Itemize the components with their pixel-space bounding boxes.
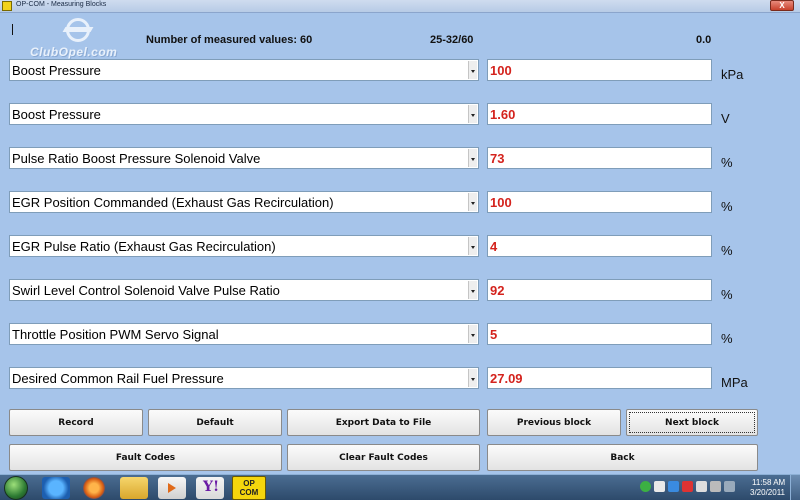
measuring-row	[0, 279, 800, 301]
dropdown-arrow-icon[interactable]	[468, 281, 477, 299]
parameter-select[interactable]	[9, 147, 479, 169]
tray-alert-icon[interactable]	[682, 481, 693, 492]
dropdown-arrow-icon[interactable]	[468, 61, 477, 79]
start-orb-icon[interactable]	[4, 476, 28, 500]
block-range: 25-32/60	[430, 34, 474, 46]
internet-explorer-icon[interactable]	[42, 477, 70, 499]
clock-time[interactable]: 11:58 AM	[752, 478, 786, 487]
parameter-value: 100	[490, 195, 512, 210]
parameter-value-field	[487, 59, 712, 81]
clear-fault-codes-button[interactable]: Clear Fault Codes	[287, 444, 480, 471]
dropdown-arrow-icon[interactable]	[468, 237, 477, 255]
measuring-row	[0, 59, 800, 81]
parameter-unit: %	[721, 331, 733, 346]
parameter-unit: %	[721, 155, 733, 170]
yahoo-messenger-icon[interactable]	[196, 477, 224, 499]
parameter-unit: %	[721, 287, 733, 302]
folder-icon[interactable]	[120, 477, 148, 499]
tray-network-icon[interactable]	[668, 481, 679, 492]
parameter-unit: %	[721, 199, 733, 214]
clubopel-logo	[30, 18, 120, 62]
main-panel	[0, 14, 800, 474]
parameter-value: 4	[490, 239, 498, 254]
parameter-value: 73	[490, 151, 505, 166]
measuring-row	[0, 103, 800, 125]
app-icon	[2, 1, 12, 11]
window-title: OP-COM - Measuring Blocks	[16, 1, 107, 8]
parameter-value-field	[487, 103, 712, 125]
parameter-value: 27.09	[490, 371, 523, 386]
next-block-button[interactable]: Next block	[626, 409, 758, 436]
parameter-name: EGR Pulse Ratio (Exhaust Gas Recirculation)	[12, 239, 276, 254]
dropdown-arrow-icon[interactable]	[468, 325, 477, 343]
measuring-row	[0, 323, 800, 345]
parameter-value-field	[487, 235, 712, 257]
parameter-name: Desired Common Rail Fuel Pressure	[12, 371, 224, 386]
parameter-select[interactable]	[9, 367, 479, 389]
parameter-value-field	[487, 367, 712, 389]
parameter-name: Boost Pressure	[12, 63, 101, 78]
parameter-select[interactable]	[9, 103, 479, 125]
close-button[interactable]: X	[770, 0, 794, 11]
clock-date[interactable]: 3/20/2011	[750, 488, 785, 497]
title-bar	[0, 0, 800, 13]
tray-volume-icon[interactable]	[724, 481, 735, 492]
show-desktop-button[interactable]	[790, 475, 800, 500]
fault-codes-button[interactable]: Fault Codes	[9, 444, 282, 471]
parameter-name: Throttle Position PWM Servo Signal	[12, 327, 219, 342]
measured-values-count: Number of measured values: 60	[146, 34, 313, 46]
parameter-unit: V	[721, 111, 730, 126]
dropdown-arrow-icon[interactable]	[468, 193, 477, 211]
logo-text: ClubOpel.com	[30, 45, 118, 59]
parameter-value-field	[487, 279, 712, 301]
parameter-select[interactable]	[9, 323, 479, 345]
text-cursor	[12, 24, 13, 35]
parameter-select[interactable]	[9, 235, 479, 257]
tray-green-icon[interactable]	[640, 481, 651, 492]
tray-shield-icon[interactable]	[654, 481, 665, 492]
parameter-select[interactable]	[9, 279, 479, 301]
parameter-value: 92	[490, 283, 505, 298]
tray-usb-icon[interactable]	[696, 481, 707, 492]
parameter-name: Swirl Level Control Solenoid Valve Pulse Ratio	[12, 283, 280, 298]
measuring-row	[0, 147, 800, 169]
parameter-unit: %	[721, 243, 733, 258]
previous-block-button[interactable]: Previous block	[487, 409, 621, 436]
tray-battery-icon[interactable]	[710, 481, 721, 492]
opel-bolt-icon	[63, 27, 94, 32]
firefox-icon[interactable]	[83, 477, 105, 499]
parameter-name: EGR Position Commanded (Exhaust Gas Recirculation)	[12, 195, 334, 210]
measuring-row	[0, 191, 800, 213]
measuring-row	[0, 367, 800, 389]
measuring-row	[0, 235, 800, 257]
record-button[interactable]: Record	[9, 409, 143, 436]
media-player-icon[interactable]	[158, 477, 186, 499]
parameter-value: 5	[490, 327, 498, 342]
dropdown-arrow-icon[interactable]	[468, 149, 477, 167]
back-button[interactable]: Back	[487, 444, 758, 471]
parameter-value: 1.60	[490, 107, 516, 122]
parameter-unit: MPa	[721, 375, 748, 390]
taskbar	[0, 474, 800, 500]
parameter-value-field	[487, 191, 712, 213]
parameter-select[interactable]	[9, 191, 479, 213]
dropdown-arrow-icon[interactable]	[468, 369, 477, 387]
parameter-name: Pulse Ratio Boost Pressure Solenoid Valve	[12, 151, 261, 166]
parameter-value-field	[487, 147, 712, 169]
parameter-name: Boost Pressure	[12, 107, 101, 122]
default-button[interactable]: Default	[148, 409, 282, 436]
dropdown-arrow-icon[interactable]	[468, 105, 477, 123]
parameter-value-field	[487, 323, 712, 345]
parameter-unit: kPa	[721, 67, 744, 82]
op-com-icon[interactable]: OP COM	[232, 476, 266, 500]
parameter-value: 100	[490, 63, 512, 78]
parameter-select[interactable]	[9, 59, 479, 81]
header-value: 0.0	[696, 34, 712, 46]
yahoo-label: Y!	[203, 479, 220, 495]
export-data-button[interactable]: Export Data to File	[287, 409, 480, 436]
